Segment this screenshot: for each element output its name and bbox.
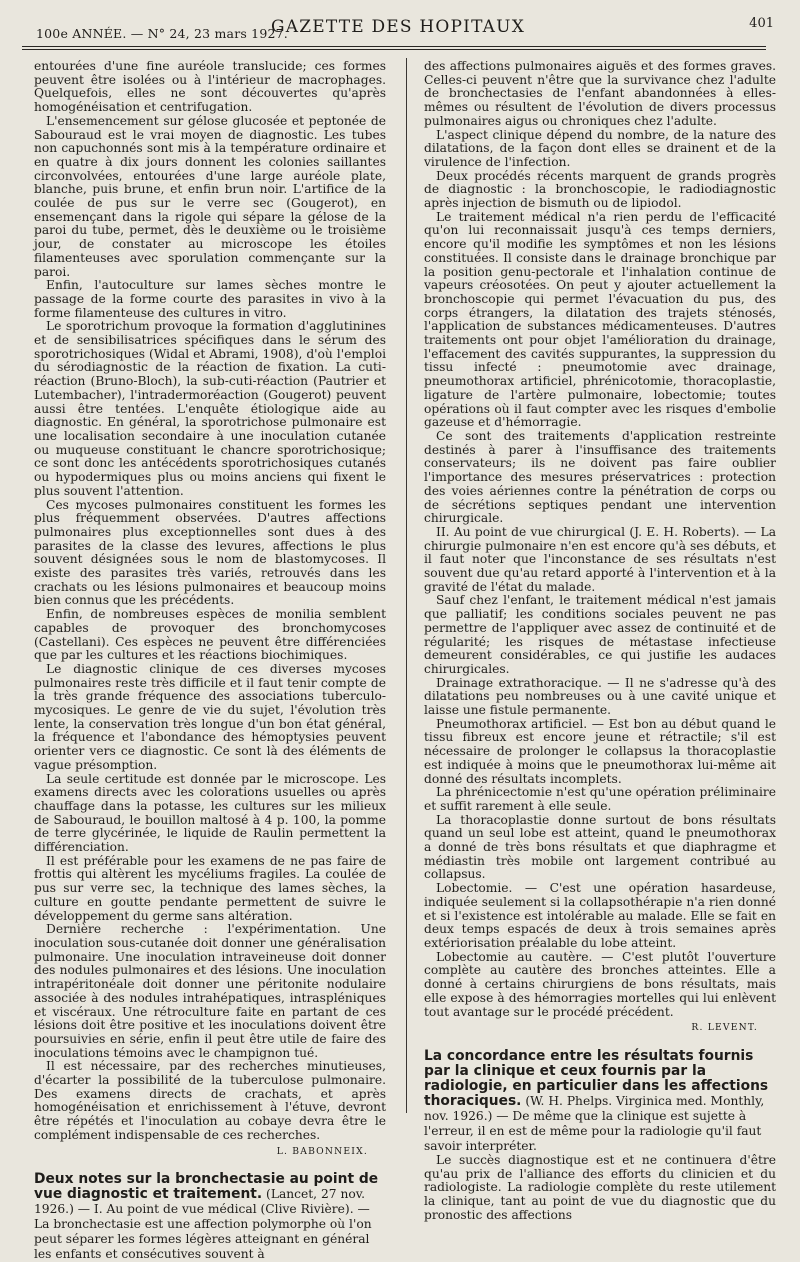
paragraph: Enfin, de nombreuses espèces de monilia semblent capables de provoquer des bronchomycoses (Castellani). Ces espèces ne peuvent être différenciées que par les cultures et les réactions biochimiques.: [34, 607, 386, 663]
paragraph: La thoracoplastie donne surtout de bons résultats quand un seul lobe est atteint, quand le pneumothorax a donné de très bons résultats et que diaphragme et médiastin très mobile ont largement contribué au collapsus.: [424, 812, 776, 882]
author-signature: R. LEVENT.: [691, 1022, 758, 1034]
article-heading: [424, 1049, 776, 1154]
paragraph: Ces mycoses pulmonaires constituent les formes les plus fréquemment observées. D'autres affections pulmonaires plus exceptionnelles sont dues à des parasites de la classe des levures, affections le plus souvent désignées sous le nom de blastomycoses. Il existe des parasites très variés, retrouvés dans les crachats ou les lésions pulmonaires et beaucoup moins bien connus que les précédents.: [34, 497, 386, 608]
paragraph: Lobectomie. — C'est une opération hasardeuse, indiquée seulement si la collapsothérapie n'a rien donné et si l'existence est intolérable au malade. Elle se fait en deux temps espacés de deux à trois semaines après extériorisation préalable du lobe atteint.: [424, 881, 776, 950]
right-column: [424, 59, 776, 1222]
page-number: 401: [749, 16, 774, 31]
column-divider: [406, 58, 407, 1113]
header-rule: [22, 46, 766, 47]
paragraph: Lobectomie au cautère. — C'est plutôt l'ouverture complète au cautère des bronches atteintes. Elle a donné à certains chirurgiens de bons résultats, mais elle expose à des hémorragies mortelles qui lui enlèvent tout avantage sur le procédé précédent.: [424, 949, 776, 1019]
author-signature: L. BABONNEIX.: [276, 1145, 368, 1157]
paragraph: Il est préférable pour les examens de ne pas faire de frottis qui altèrent les mycéliums fragiles. La coulée de pus sur verre sec, la technique des lames sèches, la culture en goutte pendante permettent de suivre le développement du germe sans altération.: [34, 853, 386, 923]
paragraph: Pneumothorax artificiel. — Est bon au début quand le tissu fibreux est encore jeune et rétractile; s'il est nécessaire de prolonger le collapsus la thoracoplastie est indiquée à moins que le pneumothorax lui-même ait donné des résultats incomplets.: [424, 716, 776, 786]
article-title: La concordance entre les résultats fournis par la clinique et ceux fournis par la radiologie, en particulier dans les affections thoraciques.: [424, 1047, 769, 1109]
paragraph: La phrénicectomie n'est qu'une opération préliminaire et suffit rarement à elle seule.: [424, 785, 776, 813]
paragraph: II. Au point de vue chirurgical (J. E. H. Roberts). — La chirurgie pulmonaire n'en est encore qu'à ses débuts, et il faut noter que l'inconstance de ses résultats n'est souvent due qu'au retard apporté à l'intervention et à la gravité de l'état du malade.: [424, 524, 776, 594]
paragraph: Le sporotrichum provoque la formation d'agglutinines et de sensibilisatrices spécifiques dans le sérum des sporotrichosiques (Widal et Abrami, 1908), d'où l'emploi du sérodiagnostic de la réaction de fixation. La cuti-réaction (Bruno-Bloch), la sub-cuti-réaction (Pautrier et Lutembacher), l'intradermoréaction (Gougerot) peuvent aussi être tentées. L'enquête étiologique aide au diagnostic. En général, la sporotrichose pulmonaire est une localisation secondaire à une inoculation cutanée ou muqueuse constituant le chancre sporotrichosique; ce sont donc les antécédents sporotrichosiques cutanés ou hypodermiques plus ou moins anciens qui fixent le plus souvent l'attention.: [34, 319, 386, 498]
paragraph: Deux procédés récents marquent de grands progrès de diagnostic : la bronchoscopie, le radiodiagnostic après injection de bismuth ou de lipiodol.: [424, 168, 776, 211]
paragraph: Drainage extrathoracique. — Il ne s'adresse qu'à des dilatations peu nombreuses ou à une cavité unique et laisse une fistule permanente.: [424, 675, 776, 718]
article-title: Deux notes sur la bronchectasie au point de vue diagnostic et traitement.: [34, 1171, 379, 1203]
left-column: [34, 59, 386, 1262]
paragraph: Dernière recherche : l'expérimentation. Une inoculation sous-cutanée doit donner une généralisation pulmonaire. Une inoculation intraveineuse doit donner des nodules pulmonaires et des lésions. Une inoculation intrapéritonéale doit donner une péritonite nodulaire associée à des nodules intrahépatiques, intraspléniques et viscéraux. Une rétroculture faite en partant de ces lésions doit être positive et les inoculations doivent être poursuivies en série, enfin il peut être utile de faire des inoculations témoins avec le champignon tué.: [34, 922, 386, 1060]
paragraph: L'aspect clinique dépend du nombre, de la nature des dilatations, de la façon dont elles se drainent et de la virulence de l'infection.: [424, 127, 776, 169]
paragraph: La seule certitude est donnée par le microscope. Les examens directs avec les colorations usuelles ou après chauffage dans la potasse, les cultures sur les milieux de Sabouraud, le bouillon maltosé à 4 p. 100, la pomme de terre glycérinée, le liquide de Raulin permettent la différenciation.: [34, 771, 386, 855]
paragraph: Le diagnostic clinique de ces diverses mycoses pulmonaires reste très difficile et il faut tenir compte de la très grande fréquence des associations tuberculo-mycosiques. Le genre de vie du sujet, l'évolution très lente, la conservation très longue d'un bon état général, la fréquence et l'abondance des hémoptysies peuvent orienter vers ce diagnostic. Ce sont là des éléments de vague présomption.: [34, 661, 386, 772]
paragraph: Ce sont des traitements d'application restreinte destinés à parer à l'insuffisance des traitements conservateurs; ils ne doivent pas faire oublier l'importance des mesures préservatrices : protection des voies aériennes contre la pénétration de corps ou de sécrétions septiques pendant une intervention chirurgicale.: [424, 428, 776, 526]
header-rule-secondary: [22, 49, 766, 50]
paragraph: Il est nécessaire, par des recherches minutieuses, d'écarter la possibilité de la tuberculose pulmonaire. Des examens directs de crachats, et après homogénéisation et enrichissement à l'étuve, devront être répétés et l'inoculation au cobaye devra être le complément indispensable de ces recherches.: [34, 1059, 386, 1142]
journal-title: GAZETTE DES HOPITAUX: [270, 17, 525, 37]
page-header: [20, 14, 776, 44]
article-heading: [34, 1172, 386, 1262]
paragraph: Le traitement médical n'a rien perdu de l'efficacité qu'on lui reconnaissait jusqu'à ces temps derniers, encore qu'il modifie les symptômes et non les lésions constituées. Il consiste dans le drainage bronchique par la position genu-pectorale et l'inhalation continue de vapeurs créosotées. On peut y ajouter actuellement la bronchoscopie qui permet l'évacuation du pus, des corps étrangers, la dilatation des trajets sténosés, l'application de substances médicamenteuses. D'autres traitements ont pour objet l'amélioration du drainage, l'effacement des cavités suppurantes, la suppression du tissu infecté : pneumotomie avec drainage, pneumothorax artificiel, phrénicotomie, thoracoplastie, ligature de l'artère pulmonaire, lobectomie; toutes opérations où il faut compter avec les risques d'embolie gazeuse et d'hémorragie.: [424, 209, 776, 430]
paragraph: Le succès diagnostique est et ne continuera d'être qu'au prix de l'alliance des efforts du clinicien et du radiologiste. La radiologie complète du reste utilement la clinique, tant au point de vue du diagnostic que du pronostic des affections: [424, 1152, 776, 1222]
paragraph: des affections pulmonaires aiguës et des formes graves. Celles-ci peuvent n'être que la survivance chez l'adulte de bronchectasies de l'enfant abandonnées à elles-mêmes ou résultent de l'évolution de divers processus pulmonaires aigus ou chroniques chez l'adulte.: [424, 59, 776, 128]
paragraph: entourées d'une fine auréole translucide; ces formes peuvent être isolées ou à l'intérieur de macrophages. Quelquefois, elles ne sont découvertes qu'après homogénéisation et centrifugation.: [34, 59, 386, 115]
paragraph: Enfin, l'autoculture sur lames sèches montre le passage de la forme courte des parasites in vivo à la forme filamenteuse des cultures in vitro.: [34, 278, 386, 320]
paragraph: L'ensemencement sur gélose glucosée et peptonée de Sabouraud est le vrai moyen de diagnostic. Les tubes non capuchonnés sont mis à la température ordinaire et en quatre à dix jours donnent les colonies saillantes circonvolvées, entourées d'une large auréole plate, blanche, puis brune, et enfin brun noir. L'artifice de la coulée de pus sur le verre sec (Gougerot), en ensemençant dans la rigole qui sépare la gélose de la paroi du tube, permet, dès le deuxième ou le troisième jour, de constater au microscope les étoiles filamenteuses avec sporulation commençante sur la paroi.: [34, 113, 386, 279]
paragraph: Sauf chez l'enfant, le traitement médical n'est jamais que palliatif; les conditions sociales peuvent ne pas permettre de l'appliquer avec assez de continuité et de régularité; les risques de métastase infectieuse demeurent considérables, ce qui justifie les audaces chirurgicales.: [424, 593, 776, 676]
article-lead: (Lancet, 27 nov. 1926.) — I. Au point de vue médical (Clive Rivière). — La bronchectasie est une affection polymorphe où l'on peut séparer les formes légères atteignant en général les enfants et consécutives souvent à: [34, 1187, 372, 1262]
article-lead: (W. H. Phelps. Virginica med. Monthly, nov. 1926.) — De même que la clinique est sujette à l'erreur, il en est de même pour la radiologie qu'il faut savoir interpréter.: [424, 1093, 765, 1153]
issue-info: 100e ANNÉE. — N° 24, 23 mars 1927.: [36, 26, 288, 41]
